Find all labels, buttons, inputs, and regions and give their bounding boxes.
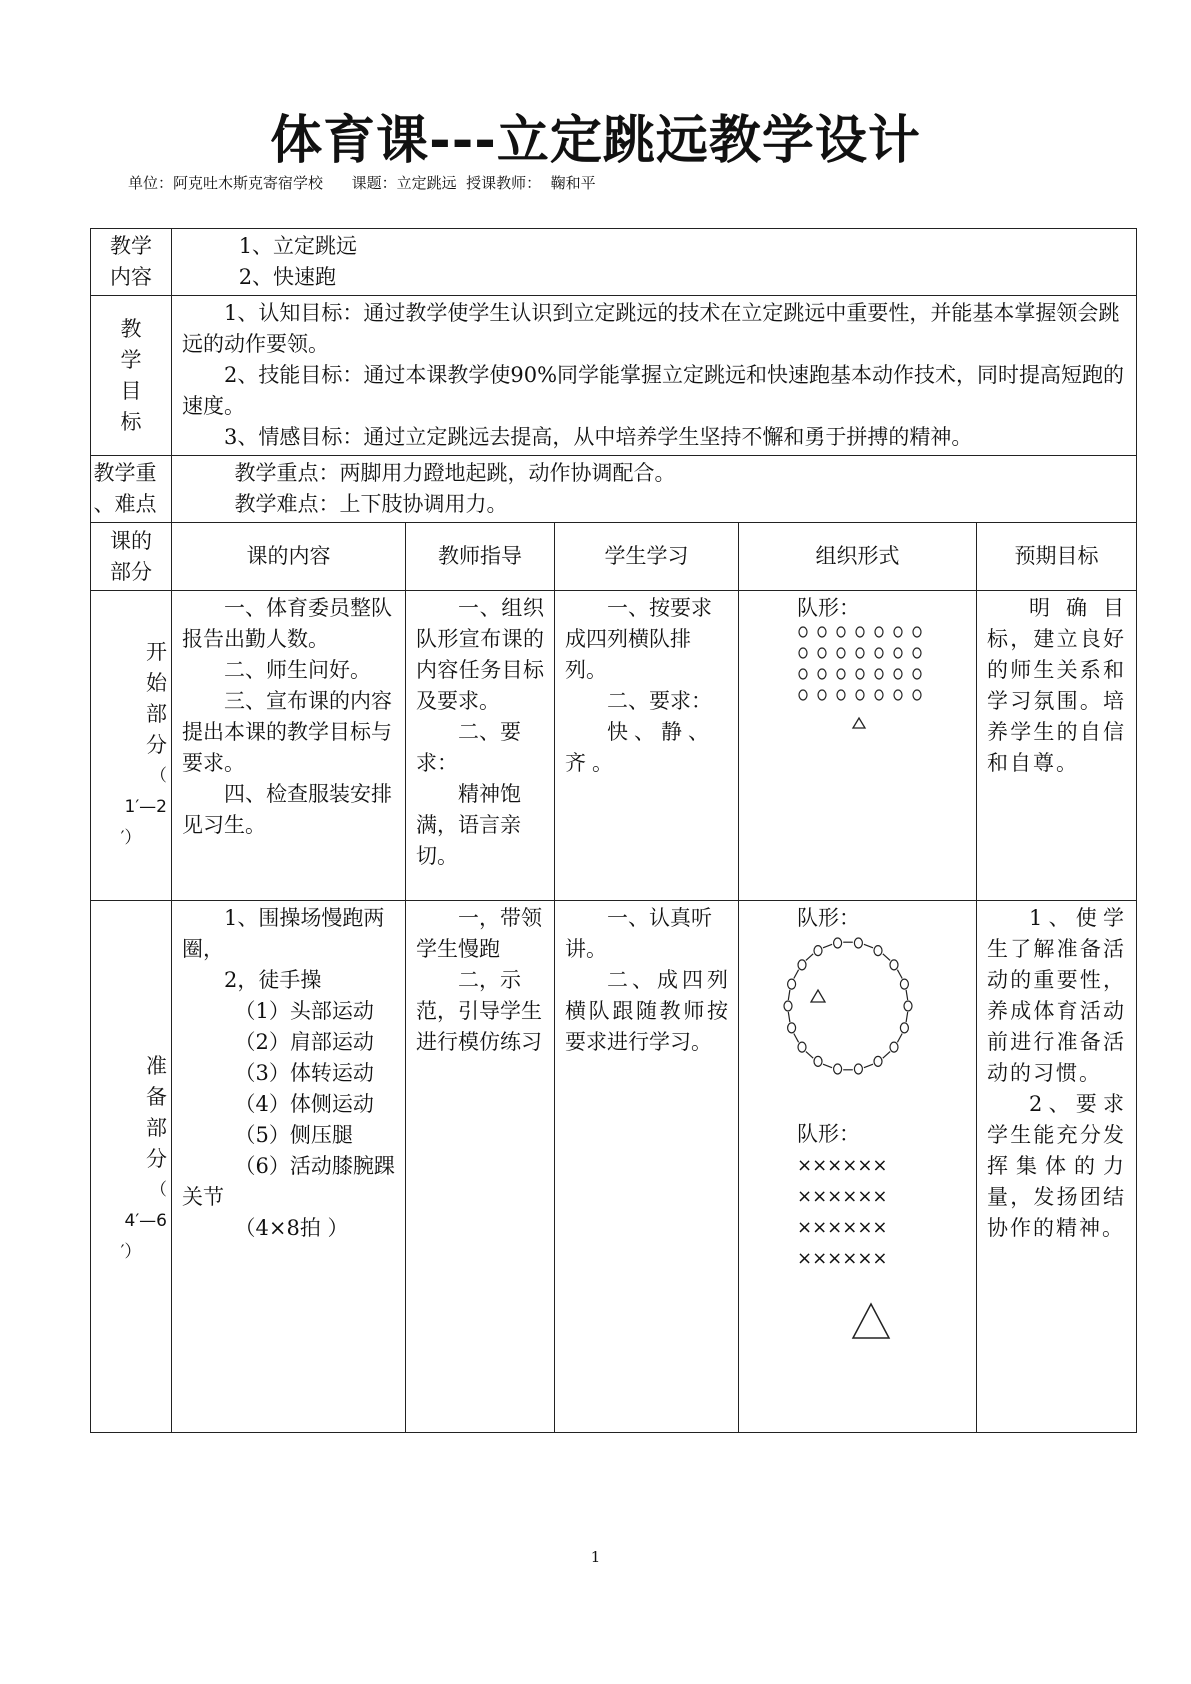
x-row: ×××××× — [797, 1217, 888, 1238]
start-content-item: 三、宣布课的内容提出本课的教学目标与要求。 — [182, 689, 392, 775]
lesson-plan-table — [90, 228, 1137, 1433]
header-part: 课的部分 — [91, 523, 172, 591]
student-dot — [856, 627, 864, 637]
student-dot — [837, 690, 845, 700]
prep-exercise-item: （5）侧压腿 — [234, 1123, 353, 1147]
header-student: 学生学习 — [555, 523, 739, 591]
content-label — [91, 229, 172, 296]
student-dot — [788, 1023, 796, 1033]
ring-link — [794, 970, 799, 979]
ring-link — [906, 990, 908, 1000]
student-dot — [856, 690, 864, 700]
student-dot — [900, 1023, 908, 1033]
prep-student-item: 一、认真听讲。 — [565, 906, 712, 961]
keypoints-label — [91, 456, 172, 523]
student-dot — [894, 648, 902, 658]
ring-link — [823, 944, 832, 948]
goals-items — [172, 296, 1137, 456]
prep-goal — [977, 901, 1137, 1433]
goal-item: 1、认知目标：通过教学使学生认识到立定跳远的技术在立定跳远中重要性，并能基本掌握领会跳远的动作要领。 — [182, 301, 1120, 356]
content-items — [172, 229, 1137, 296]
start-teacher-item: 精神饱满，语言亲切。 — [416, 782, 521, 868]
teacher-triangle-icon — [853, 718, 865, 728]
student-dot — [814, 946, 822, 956]
prep-organization — [739, 901, 977, 1433]
ring-link — [897, 970, 902, 979]
header-row — [91, 523, 1137, 591]
prep-student-item: 二、成四列横队跟随教师按要求进行学习。 — [565, 968, 728, 1054]
prep-exercise-item: （4×8拍 ） — [234, 1216, 349, 1240]
prep-goal-item: 1、使学生了解准备活动的重要性，养成体育活动前进行准备活动的习惯。 — [987, 906, 1127, 1085]
x-row: ×××××× — [797, 1186, 888, 1207]
student-dot — [818, 669, 826, 679]
start-goal — [977, 591, 1137, 901]
ring-link — [788, 990, 790, 1000]
goals-label — [91, 296, 172, 456]
student-dot — [894, 627, 902, 637]
part-char: （ — [150, 766, 167, 786]
prep-exercise-item: （3）体转运动 — [234, 1061, 374, 1085]
ring-link — [864, 944, 873, 948]
prep-teacher — [406, 901, 555, 1433]
part-char: 开 — [146, 640, 167, 664]
goals-label-char: 学 — [120, 347, 142, 372]
ring-link — [906, 1012, 908, 1022]
keypoint-item: 教学难点：上下肢协调用力。 — [234, 492, 508, 516]
prep-goal-item: 2、要求学生能充分发挥集体的力量，发扬团结协作的精神。 — [987, 1092, 1127, 1240]
x-row: ×××××× — [797, 1248, 888, 1269]
start-student-item: 二、要求： — [607, 689, 712, 713]
page-title: 体育课---立定跳远教学设计 — [270, 111, 921, 171]
start-content — [172, 591, 406, 901]
student-dot — [913, 690, 921, 700]
goal-item: 3、情感目标：通过立定跳远去提高，从中培养学生坚持不懈和勇于拼搏的精神。 — [224, 425, 973, 449]
part-char: 部 — [146, 1116, 167, 1140]
ring-link — [883, 954, 890, 961]
student-dot — [784, 1001, 792, 1011]
start-organization — [739, 591, 977, 901]
student-dot — [913, 627, 921, 637]
prep-exercise-item: （4）体侧运动 — [234, 1092, 374, 1116]
formation-label: 队形： — [797, 1122, 860, 1146]
student-dot — [900, 979, 908, 989]
prep-exercise-item: （6）活动膝腕踝关节 — [182, 1154, 395, 1209]
goal-item: 2、技能目标：通过本课教学使90%同学能掌握立定跳远和快速跑基本动作技术，同时提高短跑的速度。 — [182, 363, 1125, 418]
student-dot — [856, 648, 864, 658]
prep-content — [172, 901, 406, 1433]
start-student — [555, 591, 739, 901]
part-char: 始 — [146, 671, 167, 695]
student-dot — [814, 1056, 822, 1066]
part-char: 部 — [146, 702, 167, 726]
content-label-line: 内容 — [110, 265, 152, 289]
content-item: 1、立定跳远 — [238, 234, 358, 258]
keypoints-items — [172, 456, 1137, 523]
ring-link — [788, 1012, 790, 1022]
student-dot — [854, 938, 862, 948]
student-dot — [799, 669, 807, 679]
student-dot — [799, 627, 807, 637]
prep-teacher-item: 一，带领学生慢跑 — [416, 906, 542, 961]
student-dot — [890, 1042, 898, 1052]
start-content-item: 二、师生问好。 — [224, 658, 371, 682]
student-dot — [834, 1064, 842, 1074]
ring-dots — [784, 938, 912, 1074]
keypoints-label-line: 、难点 — [93, 492, 157, 516]
ring-link — [806, 1052, 813, 1059]
student-dot — [798, 1042, 806, 1052]
start-student-item: 快、静、齐。 — [565, 720, 715, 775]
student-dot — [856, 669, 864, 679]
student-dot — [874, 946, 882, 956]
header-goal: 预期目标 — [977, 523, 1137, 591]
student-dot — [874, 1056, 882, 1066]
start-section-row — [91, 591, 1137, 901]
goals-label-char: 教 — [120, 316, 142, 341]
header-teacher: 教师指导 — [406, 523, 555, 591]
ring-link — [897, 1034, 902, 1043]
keypoint-item: 教学重点：两脚用力蹬地起跳，动作协调配合。 — [234, 461, 676, 485]
formation-label: 队形： — [797, 906, 860, 930]
part-char: 备 — [146, 1085, 167, 1109]
student-dot — [875, 648, 883, 658]
start-content-item: 四、检查服装安排见习生。 — [182, 782, 392, 837]
start-content-item: 一、体育委员整队报告出勤人数。 — [182, 596, 392, 651]
student-dot — [818, 648, 826, 658]
start-teacher-item: 二、要求： — [416, 720, 521, 775]
part-time: 1′—2 — [124, 797, 167, 817]
prep-student — [555, 901, 739, 1433]
subtitle-info: 单位：阿克吐木斯克寄宿学校 课题：立定跳远 授课教师： 鞠和平 — [128, 174, 596, 192]
student-dot — [818, 627, 826, 637]
prep-content-item: 2，徒手操 — [224, 968, 322, 992]
header-content: 课的内容 — [172, 523, 406, 591]
part-char: 分 — [146, 1147, 167, 1171]
circle-formation-diagram — [773, 934, 923, 1084]
part-char: 分 — [146, 733, 167, 757]
student-dot — [798, 960, 806, 970]
student-dot — [799, 690, 807, 700]
start-goal-text: 明确目标，建立良好的师生关系和学习氛围。培养学生的自信和自尊。 — [987, 596, 1127, 775]
student-dot — [788, 979, 796, 989]
prep-section-row — [91, 901, 1137, 1433]
part-char: 准 — [146, 1054, 167, 1078]
start-part-label — [91, 591, 172, 901]
student-dot — [854, 1064, 862, 1074]
part-time: ′） — [120, 828, 142, 848]
goals-label-char: 标 — [120, 409, 142, 434]
four-rows-formation-diagram — [797, 624, 927, 742]
student-dot — [837, 648, 845, 658]
x-row: ×××××× — [797, 1155, 888, 1176]
student-dot — [875, 627, 883, 637]
part-time: 4′—6 — [124, 1211, 167, 1231]
content-label-line: 教学 — [110, 234, 152, 258]
student-dot — [837, 627, 845, 637]
part-time: ′） — [120, 1242, 142, 1262]
ring-link — [794, 1034, 799, 1043]
start-student-item: 一、按要求成四列横队排列。 — [565, 596, 712, 682]
circle-dots-formation — [799, 627, 921, 700]
part-char: （ — [150, 1180, 167, 1200]
teacher-triangle-icon — [811, 990, 825, 1002]
keypoints-label-line: 教学重 — [93, 461, 157, 485]
ring-link — [806, 954, 813, 961]
student-dot — [904, 1001, 912, 1011]
page-number: 1 — [590, 1548, 601, 1566]
prep-exercise-item: （2）肩部运动 — [234, 1030, 374, 1054]
student-dot — [834, 938, 842, 948]
student-dot — [894, 690, 902, 700]
student-dot — [890, 960, 898, 970]
student-dot — [875, 690, 883, 700]
content-item: 2、快速跑 — [238, 265, 337, 289]
ring-link — [823, 1064, 832, 1068]
start-teacher — [406, 591, 555, 901]
student-dot — [875, 669, 883, 679]
goals-row — [91, 296, 1137, 456]
teacher-large-triangle-icon — [849, 1296, 909, 1346]
student-dot — [894, 669, 902, 679]
prep-exercise-item: （1）头部运动 — [234, 999, 374, 1023]
student-dot — [837, 669, 845, 679]
keypoints-row — [91, 456, 1137, 523]
prep-teacher-item: 二，示范，引导学生进行模仿练习 — [416, 968, 542, 1054]
prep-content-item: 1、围操场慢跑两圈， — [182, 906, 385, 961]
student-dot — [913, 648, 921, 658]
start-teacher-item: 一、组织队形宣布课的内容任务目标及要求。 — [416, 596, 544, 713]
formation-label: 队形： — [797, 596, 860, 620]
content-row — [91, 229, 1137, 296]
student-dot — [913, 669, 921, 679]
ring-link — [864, 1064, 873, 1068]
student-dot — [818, 690, 826, 700]
student-dot — [799, 648, 807, 658]
prep-part-label — [91, 901, 172, 1433]
ring-link — [883, 1052, 890, 1059]
goals-label-char: 目 — [120, 378, 142, 403]
header-organization: 组织形式 — [739, 523, 977, 591]
